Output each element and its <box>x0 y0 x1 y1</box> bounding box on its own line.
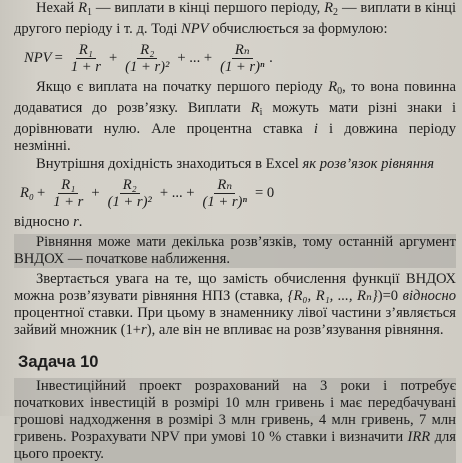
var-R: R <box>328 79 338 95</box>
plus-sign: + <box>108 50 118 66</box>
text: Нехай <box>36 0 79 16</box>
paragraph-initial-payment <box>14 79 456 155</box>
numerator: R₂ <box>120 177 140 194</box>
fraction-2 <box>122 42 172 75</box>
var-irr: IRR <box>407 429 431 445</box>
var-R: R <box>78 0 88 16</box>
text: )=0 <box>377 288 403 304</box>
paragraph-multiple-solutions: Рівняння може мати декілька розв’язків, тому останній аргумент ВНДОХ — початкове наближення. <box>14 234 456 267</box>
plus-sign: + <box>37 185 46 201</box>
fraction-n <box>217 42 267 75</box>
fraction-2 <box>105 177 155 210</box>
irr-formula <box>14 177 456 210</box>
subscript: 0 <box>337 86 343 97</box>
var-r: r <box>73 214 79 230</box>
term-R0: R₀ <box>20 185 34 201</box>
text: відносно <box>14 214 74 230</box>
formula-lhs: NPV <box>24 50 52 66</box>
text: ), але він не впливає на розв’язування рівняння. <box>146 322 444 338</box>
fraction-n <box>200 177 250 210</box>
subscript: i <box>259 107 263 118</box>
ellipsis: + ... + <box>159 185 195 201</box>
denominator: (1 + r)ⁿ <box>220 59 265 75</box>
text: — виплати в кінці першого періоду, <box>92 0 325 16</box>
text: для цього проекту. <box>14 429 456 462</box>
var-R: R <box>324 0 334 16</box>
var-npv: NPV <box>181 21 209 37</box>
denominator: (1 + r)ⁿ <box>202 194 247 210</box>
var-i: i <box>313 121 318 137</box>
text: . <box>78 214 83 230</box>
text: Звертається увага на те, що замість обчислення функції ВНДОХ можна розв’язувати рівняння НПЗ (ставка, <box>14 271 456 304</box>
text: можуть мати різні знаки і дорівнювати нулю. Але процентна ставка <box>14 100 457 137</box>
fraction-1 <box>68 42 104 75</box>
italic-text: {R₀, R₁, ..., Rₙ} <box>287 288 378 304</box>
period: . <box>269 50 274 66</box>
var-R: R <box>250 100 260 116</box>
text: Інвестиційний проект розрахований на 3 роки і потребує початкових інвестицій в розмірі 10 млн гривень і має передбачувані грошові надходження в розмірі 3 млн гривень, 4 млн гривень, 7 млн гривень. Розрахувати NPV при умові 10 % ставки і визначити <box>14 378 456 445</box>
text: процентної ставки. При цьому в знаменнику лівої частини з’являється зайвий множник (1+ <box>14 305 456 338</box>
paragraph-task-statement <box>14 378 456 463</box>
italic-text: як розв’язок рівняння <box>302 156 435 172</box>
plus-sign: + <box>91 185 100 201</box>
text: обчислюється за формулою: <box>208 21 388 37</box>
denominator: (1 + r)² <box>125 59 170 75</box>
text: , то вона повинна додаватися до розв’язку. Виплати <box>14 79 456 116</box>
var-r: r <box>141 322 147 338</box>
denominator: 1 + r <box>53 194 84 210</box>
numerator: Rₙ <box>214 177 235 194</box>
text: і довжина періоду незмінні. <box>14 121 456 154</box>
ellipsis: + ... + <box>177 50 213 66</box>
subscript: 1 <box>87 7 93 18</box>
subscript: 2 <box>333 7 339 18</box>
italic-text: відносно <box>402 288 456 304</box>
paragraph-irr-intro <box>14 156 456 173</box>
numerator: R₁ <box>76 42 96 59</box>
equals-sign: = <box>54 50 63 66</box>
npv-formula <box>14 42 456 75</box>
paragraph-payments-definition <box>14 0 456 38</box>
text: Якщо є виплата на початку першого періоду <box>36 79 329 95</box>
denominator: (1 + r)² <box>107 194 152 210</box>
numerator: R₂ <box>137 42 157 59</box>
numerator: R₁ <box>58 177 78 194</box>
numerator: Rₙ <box>232 42 253 59</box>
formula-rhs: = 0 <box>254 185 275 201</box>
fraction-1 <box>50 177 86 210</box>
paragraph-relative-to-r <box>14 214 456 231</box>
text: Внутрішня дохідність знаходиться в Excel <box>36 156 303 172</box>
task-title: Задача 10 <box>18 353 99 371</box>
paragraph-npv-equation-note <box>14 271 456 339</box>
text: — виплати в кінці другого періоду і т. д. Тоді <box>14 0 456 37</box>
denominator: 1 + r <box>70 59 101 75</box>
